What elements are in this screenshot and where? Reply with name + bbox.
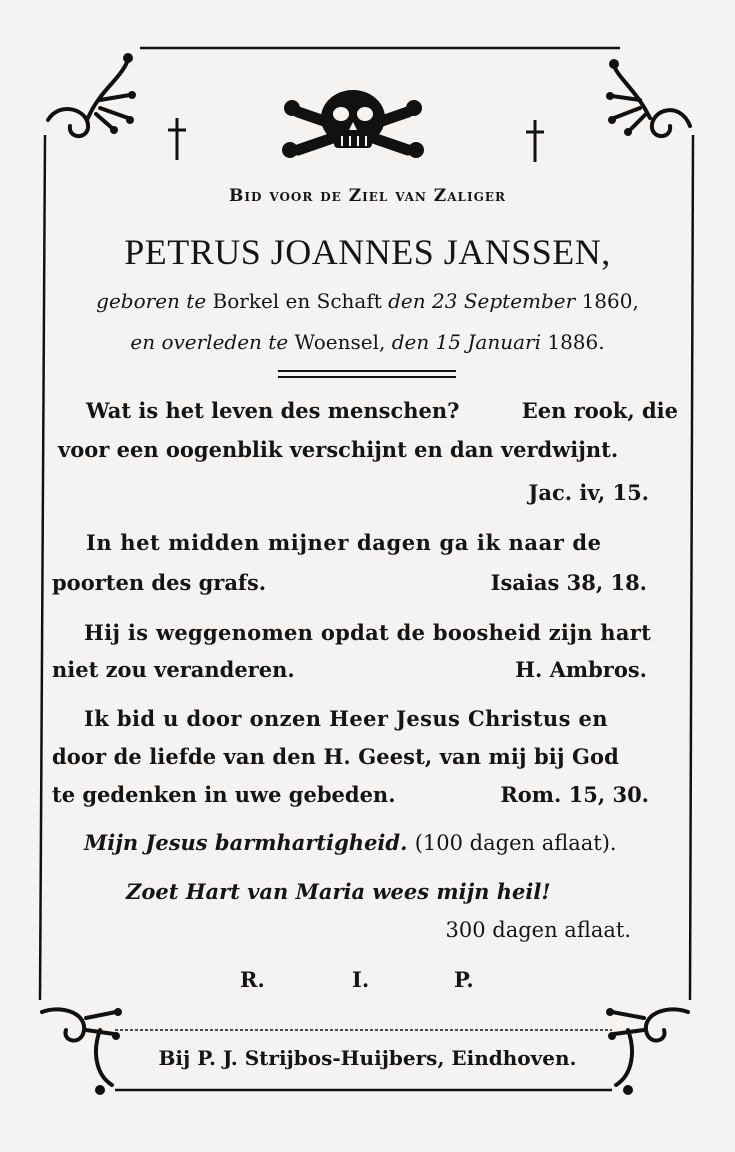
printer-imprint: Bij P. J. Strijbos-Huijbers, Eindhoven. <box>158 1046 577 1070</box>
verse-3-line-2: niet zou veranderen. <box>52 657 295 682</box>
verse-4-line-1: Ik bid u door onzen Heer Jesus Christus en <box>84 706 608 731</box>
verse-4-reference: Rom. 15, 30. <box>500 782 649 807</box>
verse-1-reference: Jac. iv, 15. <box>528 480 649 505</box>
prayer-maria: Zoet Hart van Maria wees mijn heil! <box>126 879 551 904</box>
death-place: Woensel, <box>294 330 386 354</box>
birth-line <box>0 289 735 313</box>
rip-p: P. <box>454 967 474 992</box>
cross-right-icon <box>526 120 544 162</box>
corner-scroll-top-left <box>48 60 130 136</box>
verse-2-line-2: poorten des grafs. <box>52 570 267 595</box>
born-prefix: geboren te <box>96 289 207 313</box>
verse-1-line-1 <box>86 398 678 423</box>
died-den: den 15 <box>391 330 462 354</box>
rip-r: R. <box>240 967 265 992</box>
deceased-name: PETRUS JOANNES JANSSEN, <box>124 232 611 272</box>
prayer-maria-indulgence: 300 dagen aflaat. <box>445 918 631 942</box>
prayer-jesus-line <box>84 830 617 855</box>
died-prefix: en overleden te <box>130 330 289 354</box>
verse-1-text-a: Wat is het leven des menschen? <box>86 398 460 423</box>
birth-year: 1860, <box>581 289 639 313</box>
prayer-jesus-indulgence: (100 dagen aflaat). <box>414 831 617 855</box>
verse-3-reference: H. Ambros. <box>515 657 647 682</box>
verse-4-line-2: door de liefde van den H. Geest, van mij bij God <box>52 744 619 769</box>
verse-1-line-2: voor een oogenblik verschijnt en dan verdwijnt. <box>58 437 619 462</box>
verse-2-line-1: In het midden mijner dagen ga ik naar de <box>86 530 602 555</box>
invocation: Bid voor de Ziel van Zaliger <box>229 186 506 206</box>
birth-place: Borkel en Schaft <box>212 289 382 313</box>
death-month: Januari <box>467 330 541 354</box>
birth-month: September <box>463 289 576 313</box>
prayer-jesus: Mijn Jesus barmhartigheid. <box>84 830 408 855</box>
born-den: den 23 <box>388 289 458 313</box>
death-year: 1886. <box>547 330 605 354</box>
verse-2-reference: Isaias 38, 18. <box>490 570 647 595</box>
verse-3-line-1: Hij is weggenomen opdat de boosheid zijn hart <box>84 620 652 645</box>
cross-left-icon <box>168 118 186 160</box>
rip-i: I. <box>352 967 370 992</box>
skull-crossbones-icon <box>282 90 424 158</box>
verse-1-text-b: Een rook, die <box>521 398 678 423</box>
corner-scroll-top-right <box>612 66 690 136</box>
death-line <box>0 330 735 354</box>
verse-4-line-3: te gedenken in uwe gebeden. <box>52 782 396 807</box>
